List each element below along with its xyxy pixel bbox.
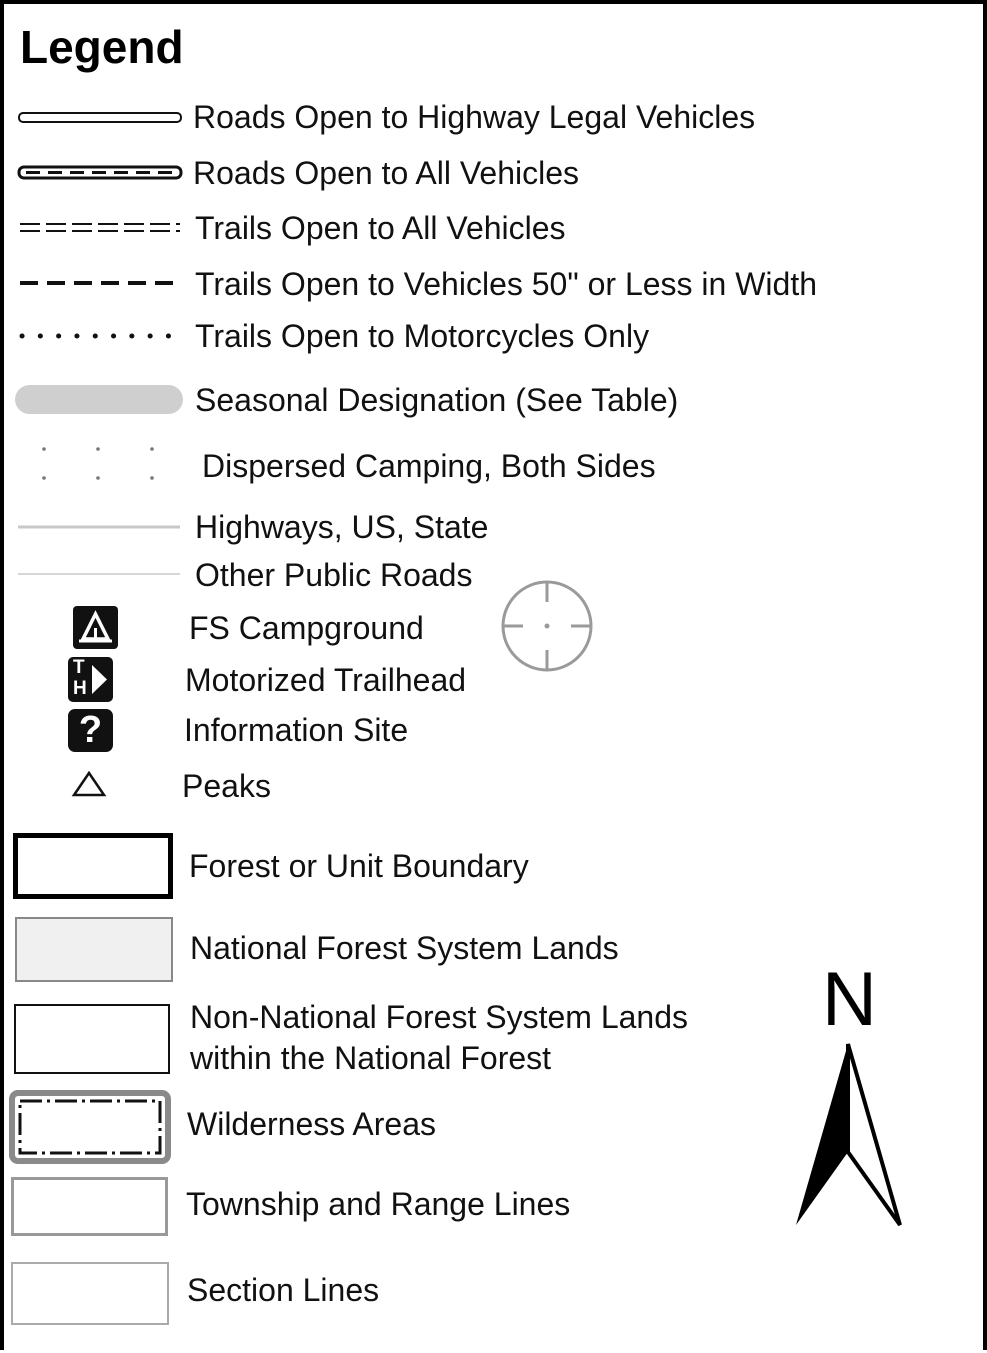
- campground-icon: [73, 606, 118, 649]
- non-nfs-lands-symbol: [14, 1004, 170, 1074]
- crosshair-icon[interactable]: [498, 578, 598, 674]
- motorized-trailhead-label: Motorized Trailhead: [185, 662, 467, 698]
- non-nfs-lands-label: Non-National Forest System Lands: [190, 999, 688, 1035]
- roads-highway-legal-label: Roads Open to Highway Legal Vehicles: [193, 99, 756, 135]
- non-nfs-lands-label-line2: within the National Forest: [190, 1040, 552, 1076]
- information-glyph: ?: [78, 709, 103, 751]
- trails-all-vehicles-label: Trails Open to All Vehicles: [195, 210, 566, 246]
- roads-all-vehicles-label: Roads Open to All Vehicles: [193, 155, 580, 191]
- peaks-label: Peaks: [182, 768, 271, 804]
- seasonal-designation-symbol: [14, 384, 184, 416]
- wilderness-symbol: [10, 1091, 170, 1163]
- information-icon: [68, 709, 113, 752]
- trailhead-h-glyph: H: [73, 678, 87, 699]
- trailhead-t-glyph: T: [73, 657, 85, 678]
- north-letter: N: [822, 957, 877, 1042]
- township-range-symbol: [11, 1177, 168, 1236]
- roads-highway-legal-symbol: [18, 110, 183, 126]
- legend-title: Legend: [20, 21, 184, 73]
- trailhead-icon: [68, 657, 113, 702]
- highways-symbol: [18, 523, 183, 531]
- nfs-lands-label: National Forest System Lands: [190, 930, 619, 966]
- section-lines-symbol: [11, 1262, 169, 1325]
- trails-50in-label: Trails Open to Vehicles 50" or Less in Width: [195, 266, 818, 302]
- dispersed-camping-label: Dispersed Camping, Both Sides: [202, 448, 656, 484]
- trails-all-vehicles-symbol: [20, 220, 182, 236]
- nfs-lands-symbol: [15, 917, 173, 982]
- trails-50in-symbol: [20, 278, 182, 288]
- other-public-roads-label: Other Public Roads: [195, 557, 473, 593]
- fs-campground-label: FS Campground: [189, 610, 424, 646]
- highways-label: Highways, US, State: [195, 509, 489, 545]
- seasonal-designation-label: Seasonal Designation (See Table): [195, 382, 679, 418]
- peak-icon: [72, 770, 108, 800]
- forest-boundary-label: Forest or Unit Boundary: [189, 848, 529, 884]
- trails-motorcycles-symbol: [18, 330, 183, 342]
- trailhead-arrow-icon: [90, 663, 110, 696]
- section-lines-label: Section Lines: [187, 1272, 380, 1308]
- roads-all-vehicles-symbol: [18, 164, 183, 182]
- dispersed-camping-symbol: [30, 440, 170, 490]
- township-range-label: Township and Range Lines: [186, 1186, 571, 1222]
- wilderness-label: Wilderness Areas: [187, 1106, 436, 1142]
- trails-motorcycles-label: Trails Open to Motorcycles Only: [195, 318, 650, 354]
- information-site-label: Information Site: [184, 712, 409, 748]
- other-public-roads-symbol: [18, 571, 183, 577]
- forest-boundary-symbol: [13, 833, 173, 899]
- north-arrow-icon: [790, 1040, 910, 1232]
